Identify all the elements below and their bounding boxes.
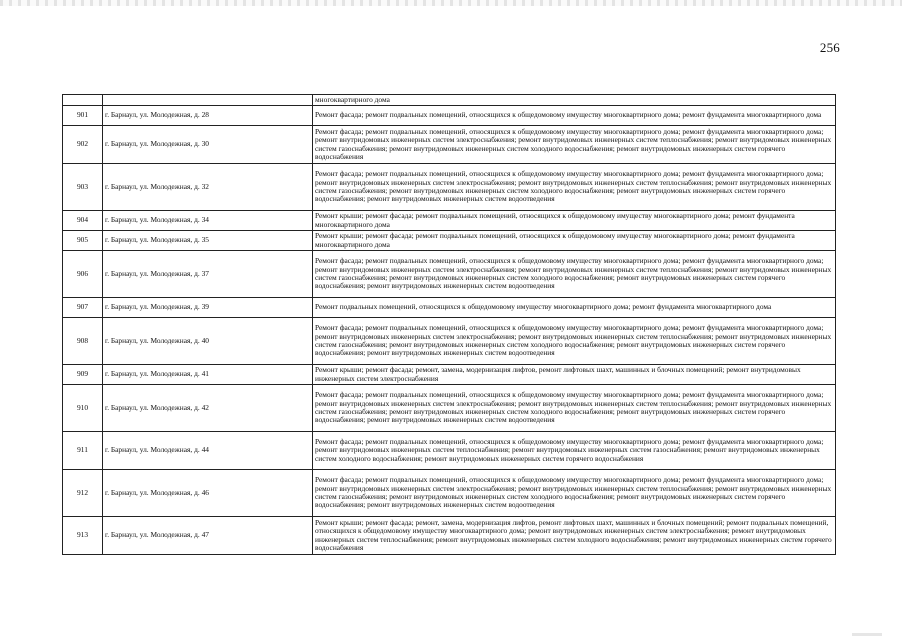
row-works: Ремонт крыши; ремонт фасада; ремонт подвальных помещений, относящихся к общедомовому имуществу многоквартирного дома; ремонт фундамента многоквартирного дома [313,231,836,251]
row-address: г. Барнаул, ул. Молодежная, д. 28 [103,106,313,126]
row-address: г. Барнаул, ул. Молодежная, д. 44 [103,432,313,470]
row-works: Ремонт фасада; ремонт подвальных помещений, относящихся к общедомовому имуществу многоквартирного дома; ремонт фундамента многоквартирного дома; ремонт внутридомовых инженерных систем электроснабжения; ремонт внутридомовых инженерных систем теплоснабжения; ремонт внутридомовых инженерных систем газоснабжения; ремонт внутридомовых инженерных систем холодного водоснабжения; ремонт внутридомовых инженерных систем горячего водоснабжения; ремонт внутридомовых инженерных систем водоотведения [313,470,836,517]
row-address: г. Барнаул, ул. Молодежная, д. 47 [103,517,313,555]
row-number: 907 [63,298,103,318]
table-row [63,231,836,251]
row-address: г. Барнаул, ул. Молодежная, д. 37 [103,251,313,298]
row-works: Ремонт подвальных помещений, относящихся к общедомовому имуществу многоквартирного дома; ремонт фундамента многоквартирного дома [313,298,836,318]
row-number: 902 [63,126,103,164]
row-address: г. Барнаул, ул. Молодежная, д. 40 [103,318,313,365]
repair-registry-table [62,94,836,555]
table-row [63,106,836,126]
scan-edge-artifact [852,633,882,636]
row-number: 904 [63,211,103,231]
row-address: г. Барнаул, ул. Молодежная, д. 46 [103,470,313,517]
row-works: Ремонт фасада; ремонт подвальных помещений, относящихся к общедомовому имуществу многоквартирного дома; ремонт фундамента многоквартирного дома; ремонт внутридомовых инженерных систем электроснабжения; ремонт внутридомовых инженерных систем теплоснабжения; ремонт внутридомовых инженерных систем газоснабжения; ремонт внутридомовых инженерных систем холодного водоснабжения; ремонт внутридомовых инженерных систем горячего водоснабжения; ремонт внутридомовых инженерных систем водоотведения [313,164,836,211]
table-row [63,126,836,164]
table-row [63,318,836,365]
row-number: 908 [63,318,103,365]
row-number: 905 [63,231,103,251]
row-number: 913 [63,517,103,555]
row-works: Ремонт фасада; ремонт подвальных помещений, относящихся к общедомовому имуществу многоквартирного дома; ремонт фундамента многоквартирного дома; ремонт внутридомовых инженерных систем теплоснабжения; ремонт внутридомовых инженерных систем газоснабжения; ремонт внутридомовых инженерных систем холодного водоснабжения; ремонт внутридомовых инженерных систем горячего водоснабжения [313,432,836,470]
row-works: Ремонт крыши; ремонт фасада; ремонт, замена, модернизация лифтов, ремонт лифтовых шахт, машинных и блочных помещений; ремонт внутридомовых инженерных систем электроснабжения [313,365,836,385]
row-number: 911 [63,432,103,470]
row-number: 912 [63,470,103,517]
row-address [103,95,313,106]
row-address: г. Барнаул, ул. Молодежная, д. 42 [103,385,313,432]
table-row [63,251,836,298]
table-row [63,432,836,470]
table-row [63,365,836,385]
row-number: 906 [63,251,103,298]
scan-edge-artifact [0,0,902,6]
table-row [63,470,836,517]
row-works: Ремонт фасада; ремонт подвальных помещений, относящихся к общедомовому имуществу многоквартирного дома; ремонт фундамента многоквартирного дома; ремонт внутридомовых инженерных систем электроснабжения; ремонт внутридомовых инженерных систем теплоснабжения; ремонт внутридомовых инженерных систем газоснабжения; ремонт внутридомовых инженерных систем холодного водоснабжения; ремонт внутридомовых инженерных систем горячего водоснабжения [313,126,836,164]
table-row [63,385,836,432]
row-number [63,95,103,106]
row-works: Ремонт фасада; ремонт подвальных помещений, относящихся к общедомовому имуществу многоквартирного дома; ремонт фундамента многоквартирного дома; ремонт внутридомовых инженерных систем электроснабжения; ремонт внутридомовых инженерных систем теплоснабжения; ремонт внутридомовых инженерных систем газоснабжения; ремонт внутридомовых инженерных систем холодного водоснабжения; ремонт внутридомовых инженерных систем горячего водоснабжения; ремонт внутридомовых инженерных систем водоотведения [313,318,836,365]
row-address: г. Барнаул, ул. Молодежная, д. 34 [103,211,313,231]
row-number: 903 [63,164,103,211]
table-body [63,95,836,555]
row-works: Ремонт фасада; ремонт подвальных помещений, относящихся к общедомовому имуществу многоквартирного дома; ремонт фундамента многоквартирного дома; ремонт внутридомовых инженерных систем электроснабжения; ремонт внутридомовых инженерных систем теплоснабжения; ремонт внутридомовых инженерных систем газоснабжения; ремонт внутридомовых инженерных систем холодного водоснабжения; ремонт внутридомовых инженерных систем горячего водоснабжения; ремонт внутридомовых инженерных систем водоотведения [313,251,836,298]
table-row [63,298,836,318]
row-number: 910 [63,385,103,432]
row-address: г. Барнаул, ул. Молодежная, д. 35 [103,231,313,251]
row-address: г. Барнаул, ул. Молодежная, д. 32 [103,164,313,211]
row-works: Ремонт крыши; ремонт фасада; ремонт, замена, модернизация лифтов, ремонт лифтовых шахт, машинных и блочных помещений; ремонт подвальных помещений, относящихся к общедомовому имуществу многоквартирного дома; ремонт внутридомовых инженерных систем электроснабжения; ремонт внутридомовых инженерных систем теплоснабжения; ремонт внутридомовых инженерных систем холодного водоснабжения; ремонт внутридомовых инженерных систем горячего водоснабжения [313,517,836,555]
row-address: г. Барнаул, ул. Молодежная, д. 39 [103,298,313,318]
row-works: Ремонт крыши; ремонт фасада; ремонт подвальных помещений, относящихся к общедомовому имуществу многоквартирного дома; ремонт фундамента многоквартирного дома [313,211,836,231]
row-number: 909 [63,365,103,385]
row-works: многоквартирного дома [313,95,836,106]
row-address: г. Барнаул, ул. Молодежная, д. 41 [103,365,313,385]
table-row [63,211,836,231]
row-number: 901 [63,106,103,126]
row-address: г. Барнаул, ул. Молодежная, д. 30 [103,126,313,164]
table-row [63,517,836,555]
table-row [63,164,836,211]
row-works: Ремонт фасада; ремонт подвальных помещений, относящихся к общедомовому имуществу многоквартирного дома; ремонт фундамента многоквартирного дома [313,106,836,126]
row-works: Ремонт фасада; ремонт подвальных помещений, относящихся к общедомовому имуществу многоквартирного дома; ремонт фундамента многоквартирного дома; ремонт внутридомовых инженерных систем электроснабжения; ремонт внутридомовых инженерных систем теплоснабжения; ремонт внутридомовых инженерных систем газоснабжения; ремонт внутридомовых инженерных систем холодного водоснабжения; ремонт внутридомовых инженерных систем горячего водоснабжения; ремонт внутридомовых инженерных систем водоотведения [313,385,836,432]
table-row [63,95,836,106]
page-number: 256 [819,40,840,55]
